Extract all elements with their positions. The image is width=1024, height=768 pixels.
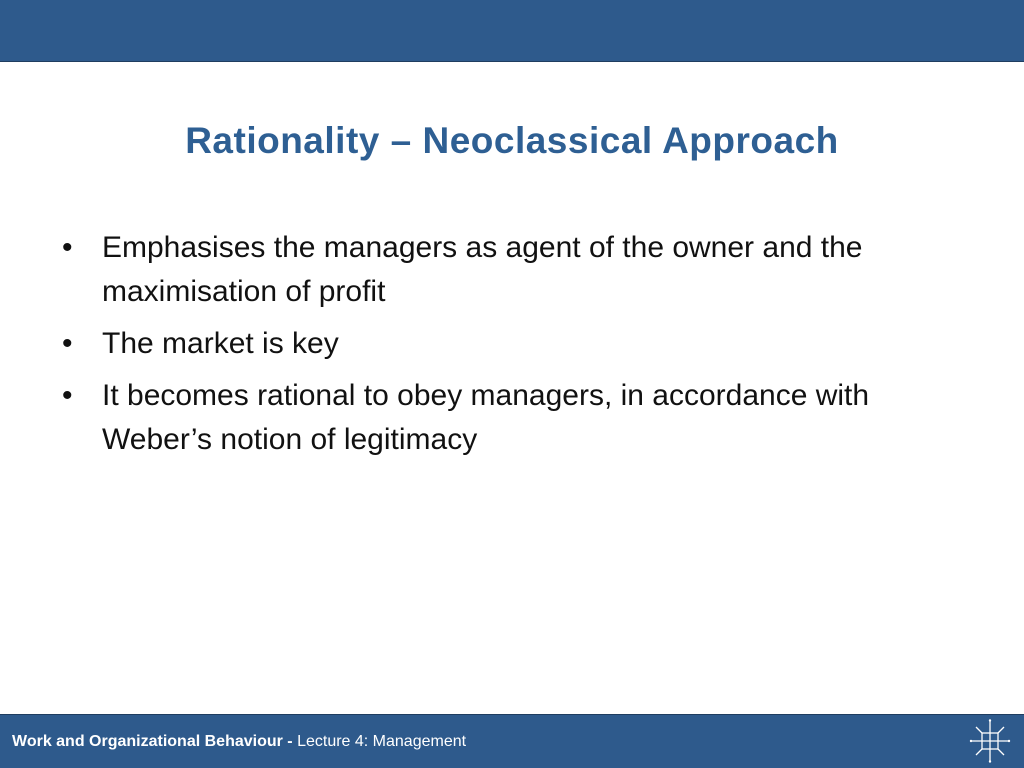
bullet-marker: •: [62, 327, 73, 360]
star-burst-logo-icon: [968, 718, 1012, 764]
bullet-text: The market is key: [102, 327, 339, 360]
bullet-text: It becomes rational to obey managers, in accordance with Weber’s notion of legitimacy: [102, 379, 870, 456]
bullet-text: Emphasises the managers as agent of the owner and the maximisation of profit: [102, 231, 863, 308]
slide-title: Rationality – Neoclassical Approach: [185, 120, 839, 161]
header-band: [0, 0, 1024, 62]
bullet-item: [58, 374, 958, 462]
bullet-item: [58, 226, 958, 314]
bullet-item: [58, 322, 958, 366]
bullet-marker: •: [62, 379, 73, 412]
footer-caption: [12, 733, 466, 751]
footer-lecture-title: Lecture 4: Management: [297, 733, 467, 750]
bullet-marker: •: [62, 231, 73, 264]
footer-course-title: Work and Organizational Behaviour -: [12, 733, 298, 750]
bullet-list: [58, 226, 958, 470]
